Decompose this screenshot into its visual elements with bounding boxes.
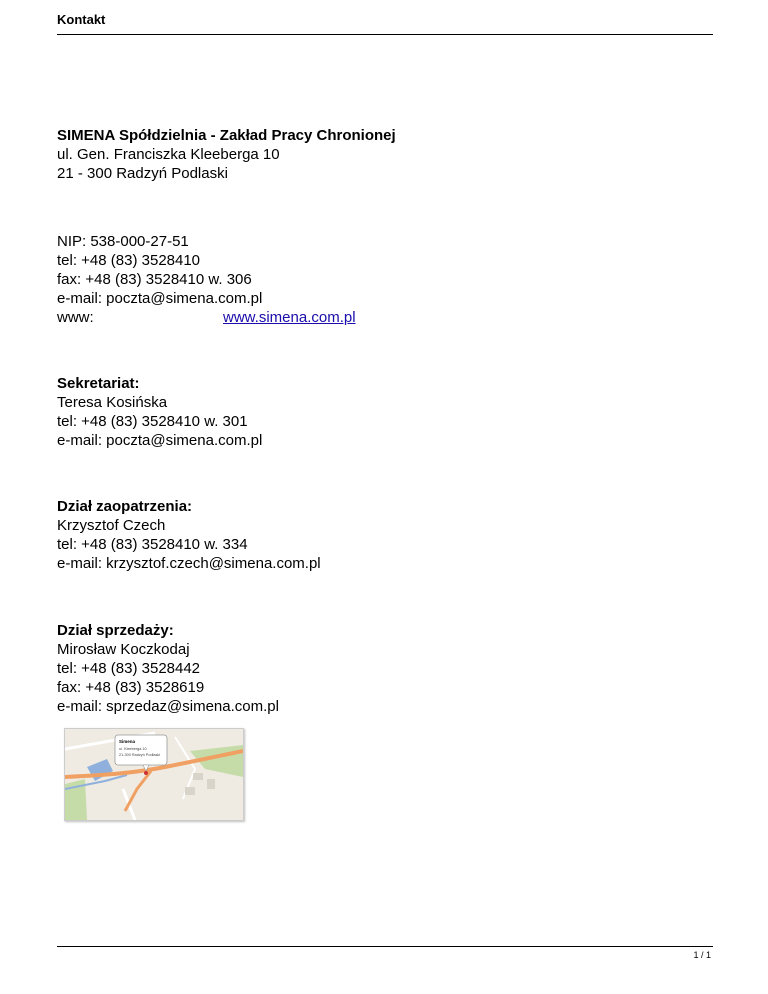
section-title: Sekretariat: <box>57 375 140 392</box>
page-number: 1 / 1 <box>693 950 711 960</box>
section-line: e-mail: krzysztof.czech@simena.com.pl <box>57 555 321 572</box>
map-building <box>193 773 203 780</box>
www-row <box>57 308 356 327</box>
email-text: e-mail: poczta@simena.com.pl <box>57 290 263 307</box>
www-label: www: <box>57 309 94 326</box>
section-person: Krzysztof Czech <box>57 517 166 534</box>
section-person: Teresa Kosińska <box>57 394 168 411</box>
footer-divider <box>57 946 713 947</box>
section-person: Mirosław Koczkodaj <box>57 641 190 658</box>
map-popup-title: Simena <box>119 739 136 744</box>
map-popup-line1: ul. Kleeberga 10 <box>119 747 147 751</box>
map-pin-icon <box>144 771 148 775</box>
section-line: e-mail: poczta@simena.com.pl <box>57 432 263 449</box>
section-secretariat <box>57 374 262 450</box>
page-header-title: Kontakt <box>57 12 106 27</box>
map-popup-line2: 21-300 Radzyń Podlaski <box>119 753 161 757</box>
section-line: tel: +48 (83) 3528410 w. 334 <box>57 536 248 553</box>
website-link[interactable]: www.simena.com.pl <box>223 309 356 326</box>
tel-text: tel: +48 (83) 3528410 <box>57 252 201 269</box>
section-purchasing <box>57 497 321 573</box>
map-canvas <box>65 729 243 820</box>
section-title: Dział zaopatrzenia: <box>57 498 193 515</box>
section-line: fax: +48 (83) 3528619 <box>57 679 205 696</box>
section-title: Dział sprzedaży: <box>57 622 174 639</box>
map-building <box>207 779 215 789</box>
header-divider <box>57 34 713 35</box>
section-sales <box>57 621 279 716</box>
fax-text: fax: +48 (83) 3528410 w. 306 <box>57 271 252 288</box>
company-contact <box>57 232 356 327</box>
section-line: tel: +48 (83) 3528442 <box>57 660 201 677</box>
map-building <box>185 787 195 795</box>
section-line: tel: +48 (83) 3528410 w. 301 <box>57 413 248 430</box>
company-street: ul. Gen. Franciszka Kleeberga 10 <box>57 146 280 163</box>
nip-text: NIP: 538-000-27-51 <box>57 233 189 250</box>
section-line: e-mail: sprzedaz@simena.com.pl <box>57 698 279 715</box>
company-city: 21 - 300 Radzyń Podlaski <box>57 165 228 182</box>
company-address <box>57 126 396 183</box>
location-map[interactable] <box>64 728 244 821</box>
company-name: SIMENA Spółdzielnia - Zakład Pracy Chronionej <box>57 127 396 144</box>
